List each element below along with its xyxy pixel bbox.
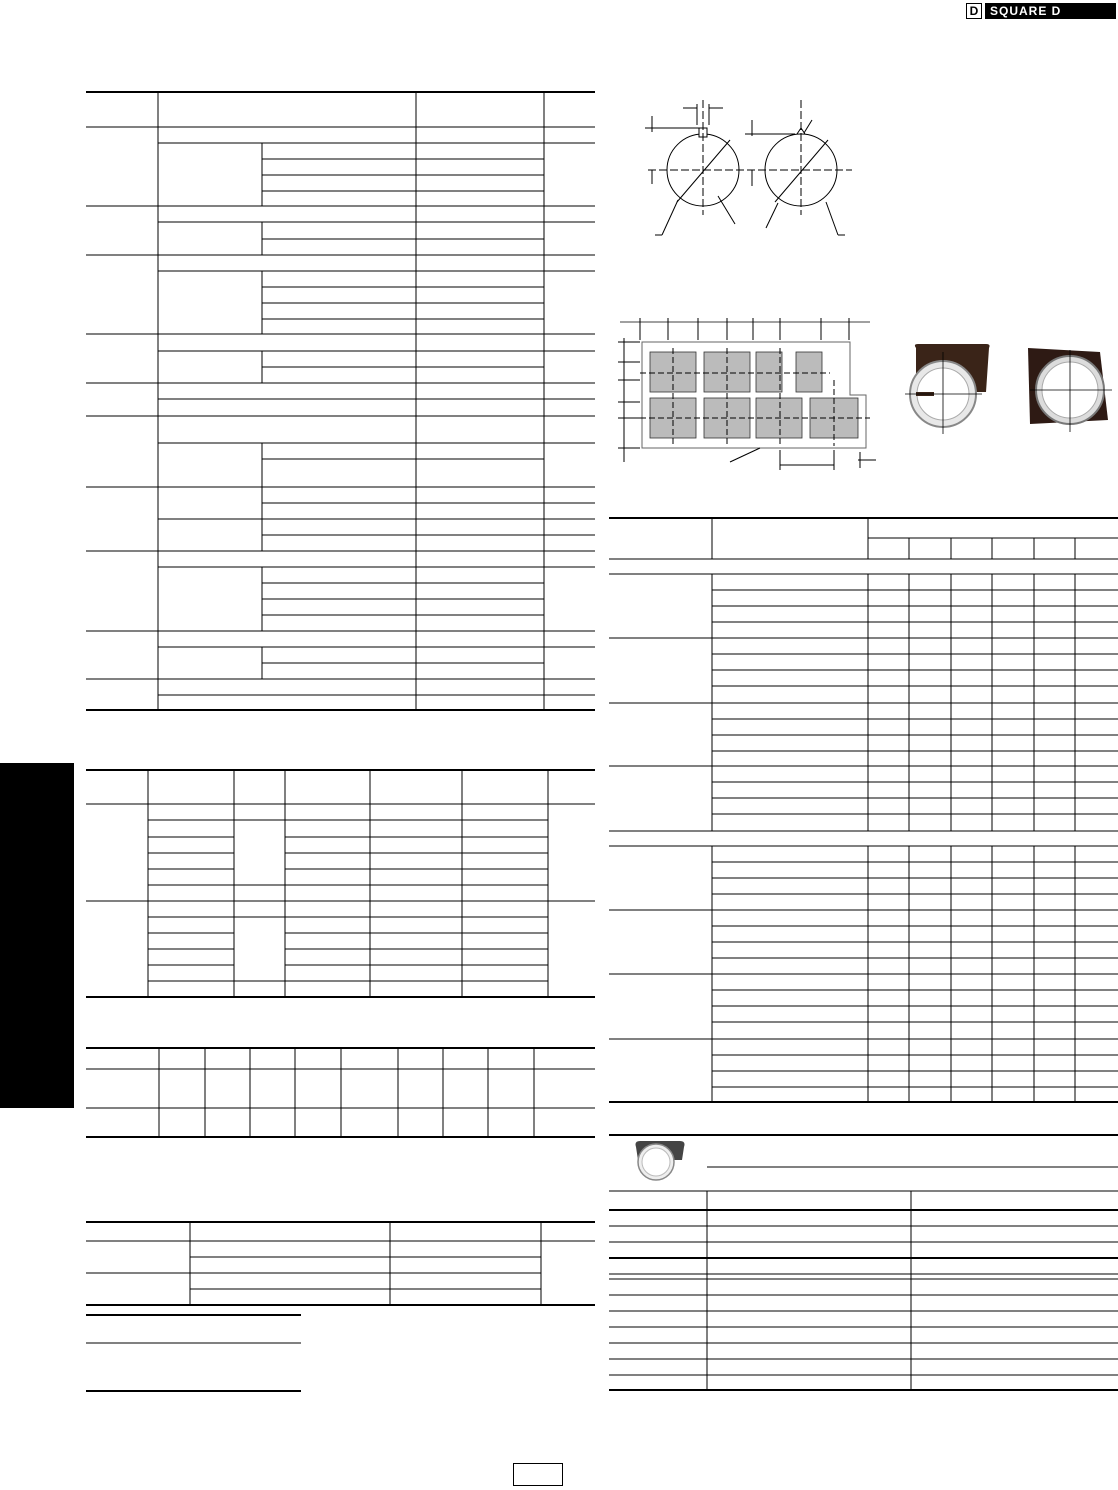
logo-box: D	[966, 3, 982, 19]
mounting-hole-diagram	[645, 100, 852, 235]
table-3	[86, 1048, 595, 1137]
table-1	[86, 92, 595, 710]
legend-plate-photo	[905, 344, 990, 434]
footnote-lines	[86, 1315, 301, 1391]
legend-plate-layout-diagram	[618, 318, 876, 470]
table-6	[609, 1135, 1118, 1390]
table-2	[86, 770, 595, 997]
table-4	[86, 1222, 595, 1305]
table-5	[609, 518, 1118, 1102]
legend-plate-icon	[636, 1141, 685, 1180]
legend-plate-photo-2	[1028, 348, 1112, 432]
page-number-box	[513, 1463, 563, 1486]
logo-text: SQUARE D	[985, 3, 1116, 19]
